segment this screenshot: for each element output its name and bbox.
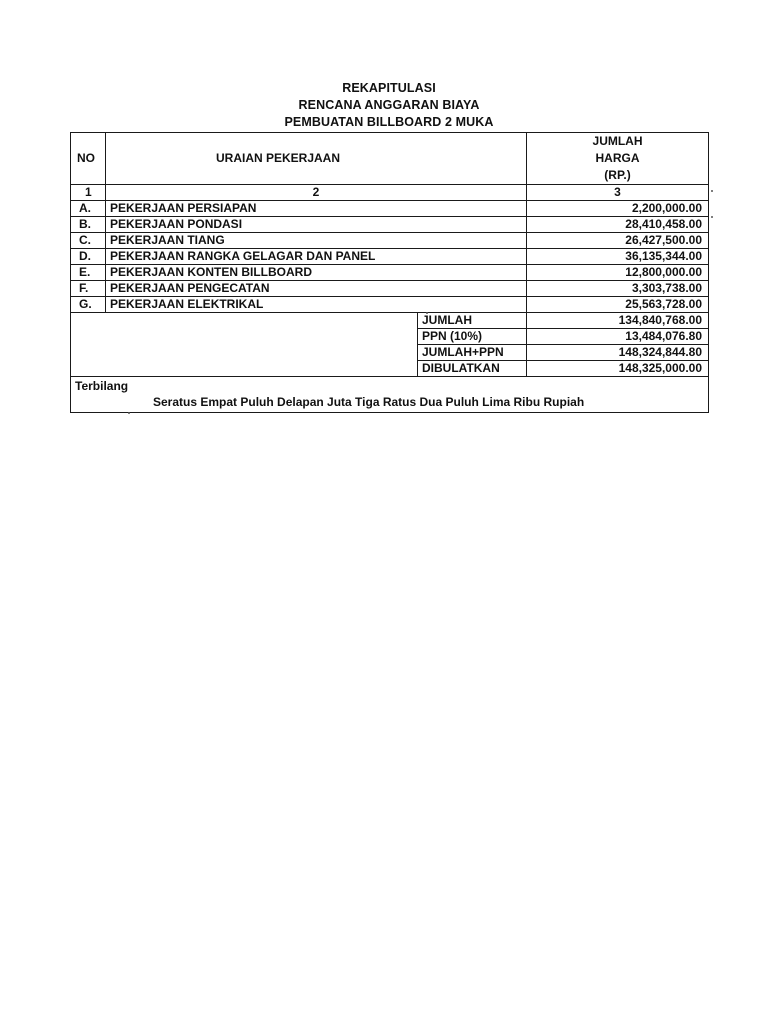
scan-speck [711, 216, 713, 218]
table-row [71, 281, 709, 297]
item-amount: 26,427,500.00 [527, 233, 709, 249]
table-row [71, 249, 709, 265]
column-number-row [71, 185, 709, 201]
column-number-3: 3 [527, 185, 709, 201]
document-title [70, 80, 708, 131]
summary-amount: 148,324,844.80 [527, 345, 709, 361]
item-amount: 36,135,344.00 [527, 249, 709, 265]
item-amount: 28,410,458.00 [527, 217, 709, 233]
summary-amount: 134,840,768.00 [527, 313, 709, 329]
summary-label: JUMLAH+PPN [418, 345, 527, 361]
item-description: PEKERJAAN RANGKA GELAGAR DAN PANEL [106, 249, 527, 265]
summary-amount: 13,484,076.80 [527, 329, 709, 345]
header-description: URAIAN PEKERJAAN [106, 133, 527, 185]
header-no: NO [71, 133, 106, 185]
item-amount: 3,303,738.00 [527, 281, 709, 297]
terbilang-label: Terbilang [75, 379, 129, 393]
table-row [71, 265, 709, 281]
item-no: D. [71, 249, 106, 265]
budget-recap-table [70, 132, 709, 413]
terbilang-cell [71, 377, 709, 413]
table-row [71, 217, 709, 233]
scan-speck [426, 312, 428, 314]
scan-speck [711, 190, 713, 192]
header-amount-line-1: JUMLAH [592, 134, 643, 148]
item-amount: 12,800,000.00 [527, 265, 709, 281]
summary-label: PPN (10%) [418, 329, 527, 345]
scan-speck [128, 412, 130, 414]
table-row [71, 297, 709, 313]
terbilang-text: Seratus Empat Puluh Delapan Juta Tiga Ratus Dua Puluh Lima Ribu Rupiah [153, 395, 585, 409]
item-description: PEKERJAAN PERSIAPAN [106, 201, 527, 217]
item-amount: 25,563,728.00 [527, 297, 709, 313]
table-row [71, 233, 709, 249]
header-amount [527, 133, 709, 185]
header-amount-line-2: HARGA [595, 151, 640, 165]
item-description: PEKERJAAN PENGECATAN [106, 281, 527, 297]
summary-row [71, 313, 709, 329]
title-line-2: RENCANA ANGGARAN BIAYA [298, 98, 480, 112]
column-number-2: 2 [106, 185, 527, 201]
table-row [71, 201, 709, 217]
terbilang-row [71, 377, 709, 413]
summary-label: DIBULATKAN [418, 361, 527, 377]
summary-blank-area [71, 313, 418, 377]
title-line-3: PEMBUATAN BILLBOARD 2 MUKA [284, 115, 494, 129]
title-line-1: REKAPITULASI [342, 81, 436, 95]
item-description: PEKERJAAN PONDASI [106, 217, 527, 233]
summary-label: JUMLAH [418, 313, 527, 329]
item-description: PEKERJAAN ELEKTRIKAL [106, 297, 527, 313]
item-no: G. [71, 297, 106, 313]
item-description: PEKERJAAN KONTEN BILLBOARD [106, 265, 527, 281]
item-no: E. [71, 265, 106, 281]
column-number-1: 1 [71, 185, 106, 201]
item-no: A. [71, 201, 106, 217]
item-no: C. [71, 233, 106, 249]
item-description: PEKERJAAN TIANG [106, 233, 527, 249]
summary-amount: 148,325,000.00 [527, 361, 709, 377]
item-amount: 2,200,000.00 [527, 201, 709, 217]
item-no: B. [71, 217, 106, 233]
header-amount-line-3: (RP.) [604, 168, 631, 182]
table-header-row [71, 133, 709, 185]
item-no: F. [71, 281, 106, 297]
